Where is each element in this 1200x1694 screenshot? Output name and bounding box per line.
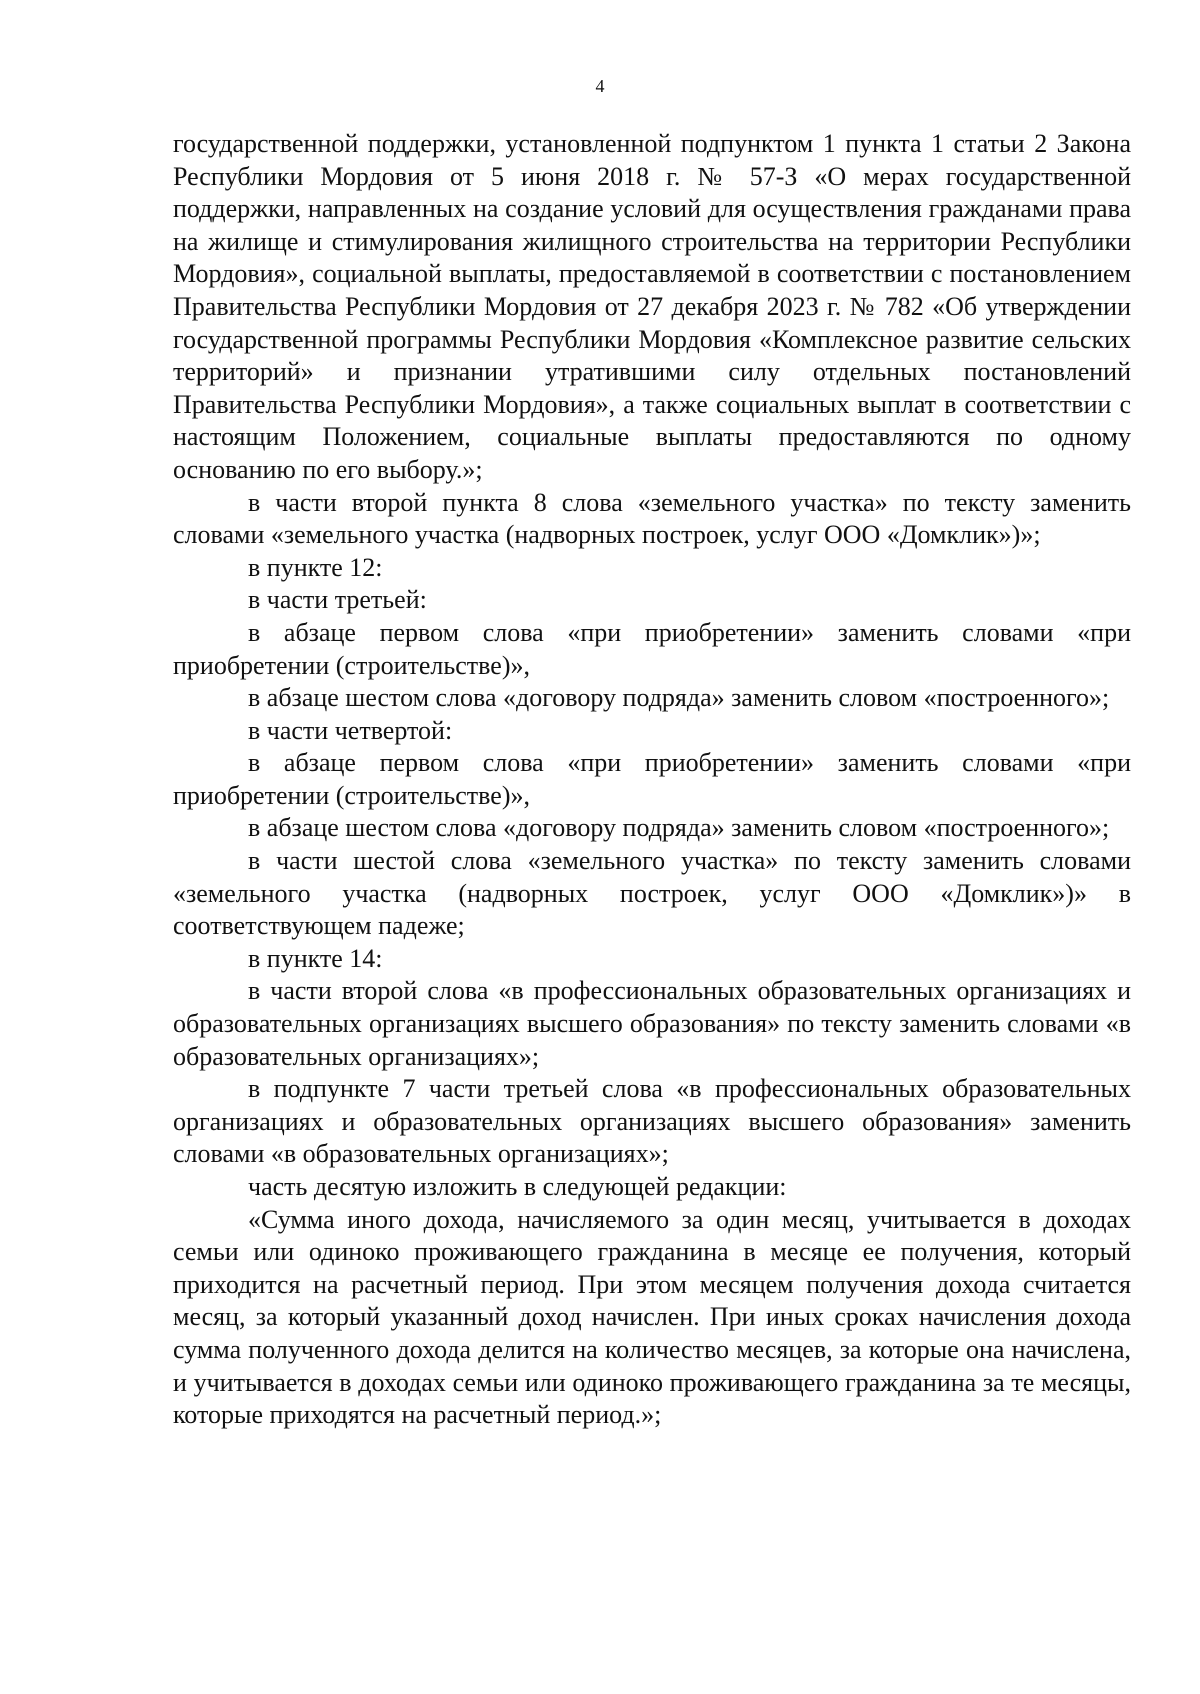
paragraph-part-four-abzac-1: в абзаце первом слова «при приобретении» заменить словами «при приобретении (строительстве)», [173, 748, 1131, 810]
paragraph-part-six: в части шестой слова «земельного участка» по тексту заменить словами «земельного участка (надворных построек, услуг ООО «Домклик»)» в соответствующем падеже; [173, 846, 1131, 941]
paragraph-part-three-abzac-6: в абзаце шестом слова «договору подряда» заменить словом «построенного»; [248, 683, 1110, 713]
paragraph-part-ten-text: «Сумма иного дохода, начисляемого за один месяц, учитывается в доходах семьи или одиноко проживающего гражданина в месяце ее получения, который приходится на расчетный период. При этом месяцем получения дохода считается месяц, за который указанный доход начислен. При иных сроках начисления дохода сумма полученного дохода делится на количество месяцев, за которые она начислена, и учитывается в доходах семьи или одиноко проживающего гражданина за те месяцы, которые приходятся на расчетный период.»; [173, 1204, 1131, 1430]
paragraph-part-ten-heading: часть десятую изложить в следующей редакции: [248, 1172, 787, 1201]
paragraph-part-four-abzac-6: в абзаце шестом слова «договору подряда» заменить словом «построенного»; [248, 813, 1110, 843]
paragraph-continuation: государственной поддержки, установленной подпунктом 1 пункта 1 статьи 2 Закона Республики Мордовия от 5 июня 2018 г. № 57-З «О мерах государственной поддержки, направленных на создание условий для осуществления гражданами права на жилище и стимулирования жилищного строительства на территории Республики Мордовия», социальной выплаты, предоставляемой в соответствии с постановлением Правительства Республики Мордовия от 27 декабря 2023 г. № 782 «Об утверждении государственной программы Республики Мордовия «Комплексное развитие сельских территорий» и признании утратившими силу отдельных постановлений Правительства Республики Мордовия», а также социальных выплат в соответствии с настоящим Положением, социальные выплаты предоставляются по одному основанию по его выбору.»; [173, 129, 1131, 484]
document-body [173, 128, 1131, 1432]
paragraph-part-two: в части второй слова «в профессиональных образовательных организациях и образовательных организациях высшего образования» по тексту заменить словами «в образовательных организациях»; [173, 976, 1131, 1071]
paragraph-part-three-heading: в части третьей: [248, 585, 427, 615]
paragraph-item-12-heading: в пункте 12: [248, 552, 383, 582]
paragraph-item-14-heading: в пункте 14: [248, 943, 383, 973]
paragraph-subitem-7: в подпункте 7 части третьей слова «в профессиональных образовательных организациях и образовательных организациях высшего образования» заменить словами «в образовательных организациях»; [173, 1074, 1131, 1169]
paragraph-part-four-heading: в части четвертой: [248, 715, 453, 745]
page-number: 4 [595, 76, 605, 96]
paragraph-item-8: в части второй пункта 8 слова «земельного участка» по тексту заменить словами «земельного участка (надворных построек, услуг ООО «Домклик»)»; [173, 487, 1131, 550]
paragraph-part-three-abzac-1: в абзаце первом слова «при приобретении» заменить словами «при приобретении (строительстве)», [173, 617, 1131, 680]
